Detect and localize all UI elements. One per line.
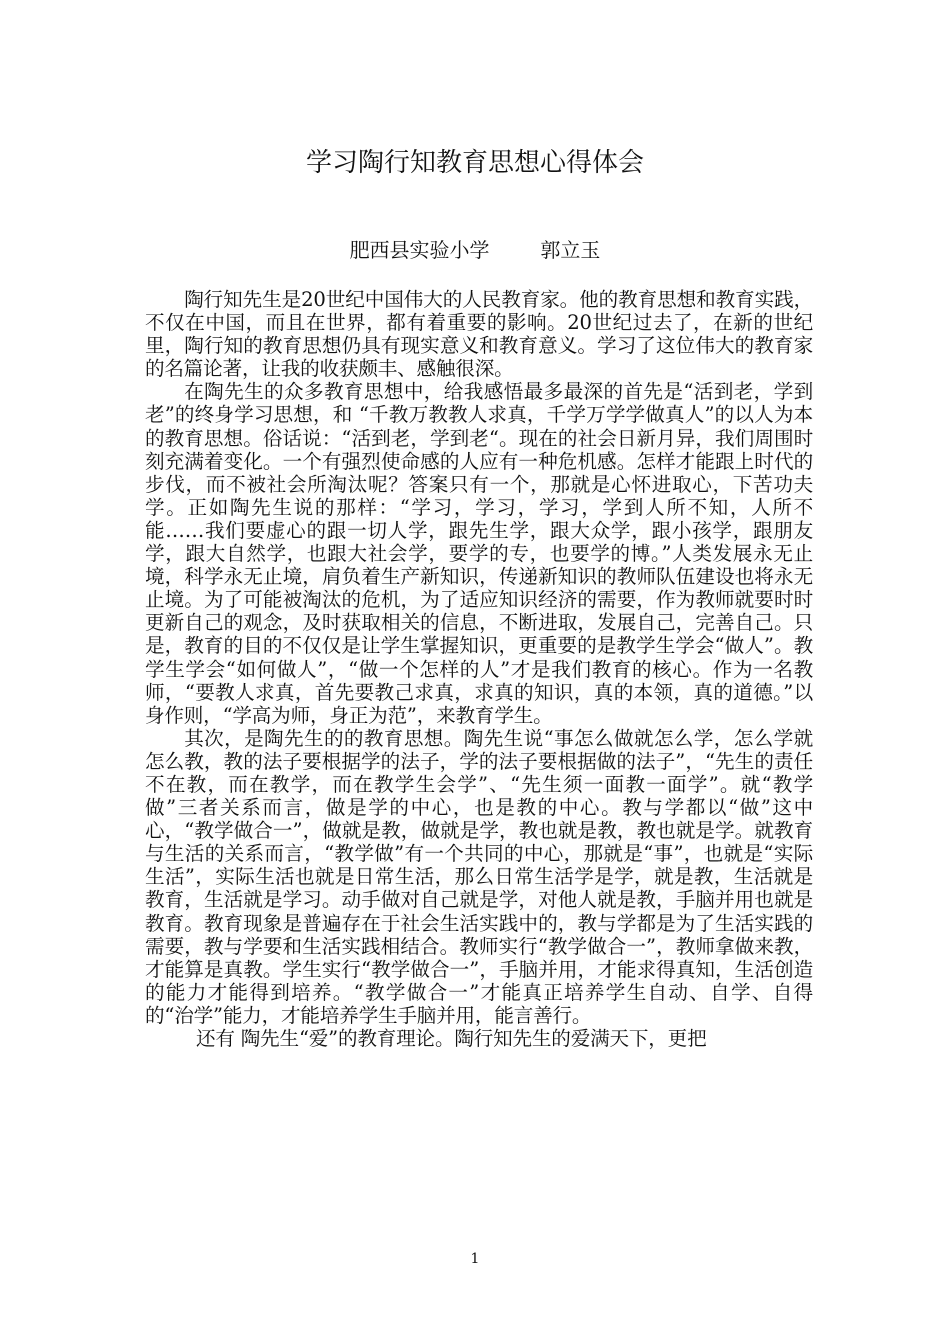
author-byline: 肥西县实验小学 郭立玉 — [349, 238, 601, 262]
document-body — [145, 288, 813, 1050]
page-number: 1 — [470, 1251, 480, 1267]
paragraph: 还有 陶先生“爱”的教育理论。陶行知先生的爱满天下，更把 — [195, 1027, 707, 1050]
paragraph: 陶行知先生是20世纪中国伟大的人民教育家。他的教育思想和教育实践，不仅在中国，而且在世界，都有着重要的影响。20世纪过去了，在新的世纪里，陶行知的教育思想仍具有现实意义和教育意义。学习了这位伟大的教育家的名篇论著，让我的收获颇丰、感触很深。 — [145, 288, 813, 381]
paragraph: 在陶先生的众多教育思想中，给我感悟最多最深的首先是“活到老，学到老”的终身学习思想，和 “千教万教教人求真，千学万学学做真人”的以人为本的教育思想。俗话说：“活到老，学到老“。现在的社会日新月异，我们周围时刻充满着变化。一个有强烈使命感的人应有一种危机感。怎样才能跟上时代的步伐，而不被社会所淘汰呢？答案只有一个，那就是心怀进取心，下苦功夫学。正如陶先生说的那样：“学习，学习，学习，学到人所不知，人所不能……我们要虚心的跟一切人学，跟先生学，跟大众学，跟小孩学，跟朋友学，跟大自然学，也跟大社会学，要学的专，也要学的博。”人类发展永无止境，科学永无止境，肩负着生产新知识，传递新知识的教师队伍建设也将永无止境。为了可能被淘汰的危机，为了适应知识经济的需要，作为教师就要时时更新自己的观念，及时获取相关的信息，不断进取，发展自己，完善自己。只是，教育的目的不仅仅是让学生掌握知识，更重要的是教学生学会“做人”。教学生学会“如何做人”，“做一个怎样的人”才是我们教育的核心。作为一名教师，“要教人求真，首先要教己求真，求真的知识，真的本领，真的道德。”以身作则，“学高为师，身正为范”，来教育学生。 — [145, 380, 813, 727]
paragraph: 其次，是陶先生的的教育思想。陶先生说“事怎么做就怎么学，怎么学就怎么教，教的法子要根据学的法子，学的法子要根据做的法子”，“先生的责任不在教，而在教学，而在教学生会学”、“先生须一面教一面学”。就“教学做”三者关系而言，做是学的中心，也是教的中心。教与学都以“做”这中心，“教学做合一”，做就是教，做就是学，教也就是教，教也就是学。就教育与生活的关系而言，“教学做”有一个共同的中心，那就是“事”，也就是“实际生活”，实际生活也就是日常生活，那么日常生活学是学，就是教，生活就是教育，生活就是学习。动手做对自己就是学，对他人就是教，手脑并用也就是教育。教育现象是普遍存在于社会生活实践中的，教与学都是为了生活实践的需要，教与学要和生活实践相结合。教师实行“教学做合一”，教师拿做来教，才能算是真教。学生实行“教学做合一”，手脑并用，才能求得真知，生活创造的能力才能得到培养。“教学做合一”才能真正培养学生自动、自学、自得的“治学”能力，才能培养学生手脑并用，能言善行。 — [145, 726, 813, 1027]
document-title: 学习陶行知教育思想心得体会 — [305, 148, 644, 178]
